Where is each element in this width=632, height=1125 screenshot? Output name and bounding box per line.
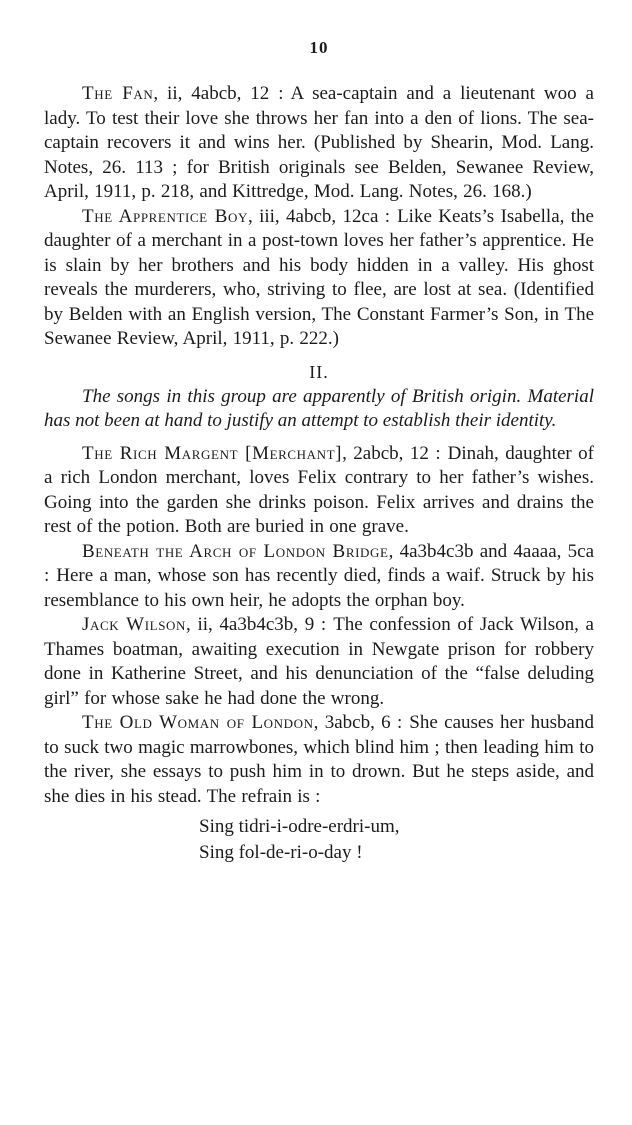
refrain-line: Sing fol-de-ri-o-day ! <box>199 842 363 863</box>
entry-body: A sea-captain and a lieutenant woo a lady. To test their love she throws her fan into a den of lions. The sea-captain recovers it and wins her. (Published by Shearin, Mod. Lang. Notes, 26. 113 ; for British originals see Belden, Sewanee Review, April, 1911, p. 218, and Kittredge, Mod. Lang. Notes, 26. 168.) <box>44 83 594 202</box>
song-title: The Apprentice Boy <box>82 205 248 227</box>
ballad-entry-the-fan <box>44 82 594 205</box>
ballad-entry-the-rich-margent <box>44 442 594 540</box>
ballad-entry-beneath-the-arch <box>44 540 594 614</box>
ballad-entry-the-old-woman <box>44 711 594 809</box>
refrain <box>44 814 594 866</box>
song-title: Beneath the Arch of London Bridge <box>82 540 389 562</box>
page-number: 10 <box>309 38 329 57</box>
ballad-entry-the-apprentice-boy <box>44 205 594 352</box>
entry-meta: , 4a3b4c3b and 4aaaa, 5ca : <box>44 540 595 586</box>
section-heading: II. <box>309 361 329 382</box>
entry-body: Dinah, daughter of a rich London merchant, loves Felix contrary to her father’s wishes. Going into the garden she drinks poison. Felix arrives and drains the rest of the potion. Both are buried in one grave. <box>44 442 594 537</box>
section-note: The songs in this group are apparently of British origin. Material has not been at hand to justify an attempt to establish their identity. <box>44 385 594 431</box>
entry-body: Here a man, whose son has recently died, finds a waif. Struck by his resemblance to his own heir, he adopts the orphan boy. <box>44 565 594 611</box>
song-title: The Old Woman of London <box>82 712 314 733</box>
entry-body: She causes her husband to suck two magic marrowbones, which blind him ; then leading him to the river, she essays to push him in to drown. But he steps aside, and she dies in his stead. The refrain is : <box>44 712 594 807</box>
refrain-line: Sing tidri-i-odre-erdri-um, <box>199 816 400 837</box>
entry-meta: , ii, 4a3b4c3b, 9 : <box>186 614 327 635</box>
entry-meta: , ii, 4abcb, 12 : <box>153 83 284 104</box>
ballad-entry-jack-wilson <box>44 613 594 711</box>
entry-meta: , 2abcb, 12 : <box>342 442 441 464</box>
entry-meta: , iii, 4abcb, 12ca : <box>247 205 391 227</box>
song-title: The Fan <box>82 83 154 104</box>
entry-body: Like Keats’s Isabella, the daughter of a merchant in a post-town loves her father’s apprentice. He is slain by her brothers and his body hidden in a valley. His ghost reveals the murderers, who, striving to flee, are lost at sea. (Identified by Belden with an English version, The Constant Farmer’s Son, in The Sewanee Review, April, 1911, p. 222.) <box>44 205 594 349</box>
song-title: Jack Wilson <box>82 614 186 635</box>
song-title: The Rich Margent [Merchant] <box>82 442 343 464</box>
entry-body: The confession of Jack Wilson, a Thames boatman, awaiting execution in Newgate prison for robbery done in Katherine Street, and his denunciation of the “false deluding girl” for whose sake he had done the wrong. <box>44 614 594 709</box>
entry-meta: , 3abcb, 6 : <box>313 712 403 733</box>
